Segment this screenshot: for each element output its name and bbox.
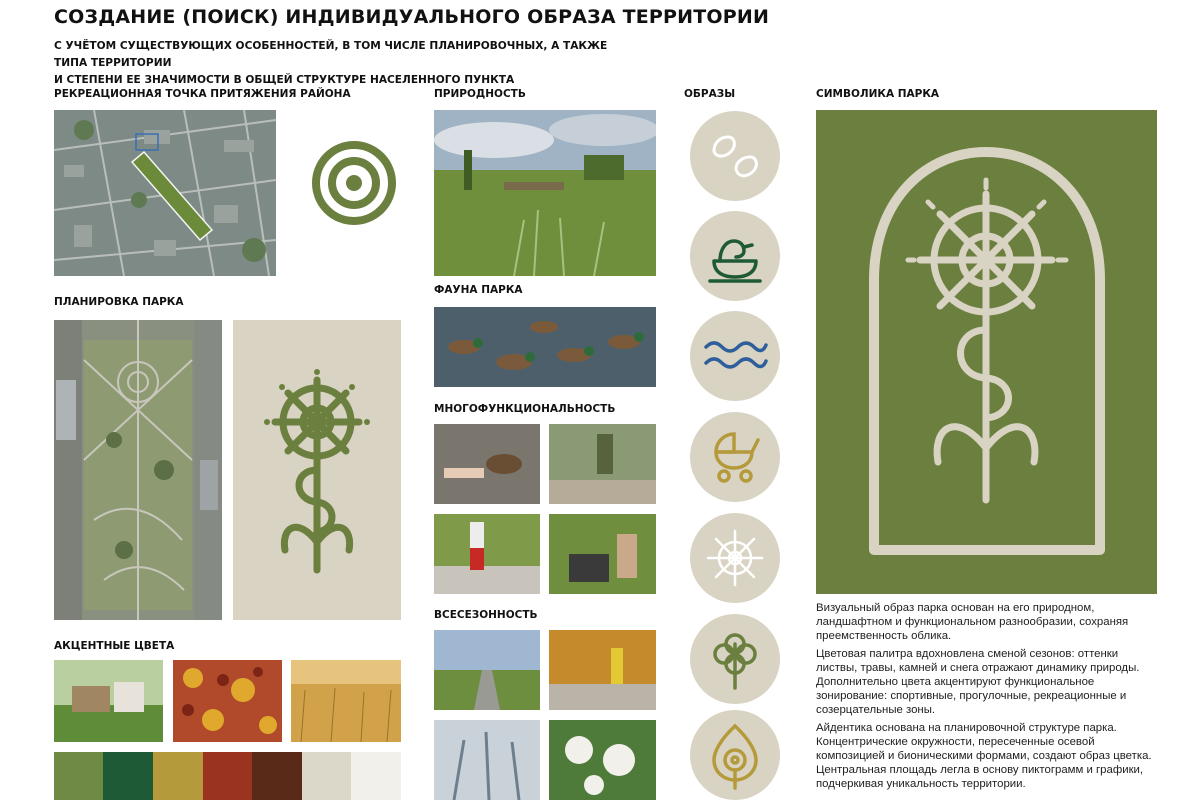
accent-photo-green <box>54 660 163 742</box>
section-title-symbolism: СИМВОЛИКА ПАРКА <box>816 88 940 100</box>
accent-photo-golden <box>291 660 401 742</box>
snowflake-wheel-icon <box>690 513 780 603</box>
description-paragraph-2: Цветовая палитра вдохновлена сменой сезонов: оттенки листвы, травы, камней и снега отражают динамику природы. Дополнительно цвета акцентируют функциональное зонирование: спортивные, прогулочные, рекреационные и созерцательные зоны. <box>816 648 1140 716</box>
color-swatch-4 <box>203 752 252 800</box>
color-swatch-5 <box>252 752 302 800</box>
waves-icon <box>690 311 780 401</box>
multifunction-photo-dogwalk <box>434 514 540 594</box>
page-subtitle <box>54 38 614 89</box>
page-title: СОЗДАНИЕ (ПОИСК) ИНДИВИДУАЛЬНОГО ОБРАЗА ТЕРРИТОРИИ <box>54 6 770 28</box>
description-paragraph-1: Визуальный образ парка основан на его природном, ландшафтном и функциональном разнообразии, сохраняя преемственность облика. <box>816 602 1129 642</box>
section-title-all-season: ВСЕСЕЗОННОСТЬ <box>434 609 538 621</box>
flower-logo-panel <box>233 320 401 620</box>
multifunction-photo-skate <box>549 424 656 504</box>
section-title-park-layout: ПЛАНИРОВКА ПАРКА <box>54 296 184 308</box>
park-plan-aerial-image <box>54 320 222 620</box>
nature-photo <box>434 110 656 276</box>
section-title-multifunctional: МНОГОФУНКЦИОНАЛЬНОСТЬ <box>434 403 616 415</box>
description-paragraph-3: Айдентика основана на планировочной структуре парка. Концентрические окружности, пересеченные осевой композицией и бионическими формами, создают образ цветка. Центральная площадь легла в основу пиктограмм и графики, подчеркивая уникальность территории. <box>816 722 1152 790</box>
leaf-target-icon <box>690 710 780 800</box>
accent-photo-red <box>173 660 282 742</box>
subtitle-line-1: С УЧЁТОМ СУЩЕСТВУЮЩИХ ОСОБЕННОСТЕЙ, В ТОМ ЧИСЛЕ ПЛАНИРОВОЧНЫХ, А ТАКЖЕ ТИПА ТЕРРИТОРИИ <box>54 40 608 69</box>
duck-icon <box>690 211 780 301</box>
fauna-ducks-photo <box>434 307 656 387</box>
multifunction-photo-feeding <box>434 424 540 504</box>
flower-loops-icon <box>690 614 780 704</box>
color-swatch-1 <box>54 752 103 800</box>
color-swatch-3 <box>153 752 203 800</box>
season-photo-autumn <box>549 630 656 710</box>
satellite-map-image <box>54 110 276 276</box>
section-title-accent-colors: АКЦЕНТНЫЕ ЦВЕТА <box>54 640 175 652</box>
section-title-images: ОБРАЗЫ <box>684 88 736 100</box>
section-title-recreation-point: РЕКРЕАЦИОННАЯ ТОЧКА ПРИТЯЖЕНИЯ РАЙОНА <box>54 88 351 100</box>
section-title-nature: ПРИРОДНОСТЬ <box>434 88 526 100</box>
park-symbol-panel <box>816 110 1157 594</box>
color-swatch-2 <box>103 752 153 800</box>
concentric-target-icon <box>311 140 397 226</box>
color-swatch-6 <box>302 752 351 800</box>
subtitle-line-2: И СТЕПЕНИ ЕЕ ЗНАЧИМОСТИ В ОБЩЕЙ СТРУКТУРЕ НАСЕЛЕННОГО ПУНКТА <box>54 74 515 86</box>
description-text <box>816 601 1156 795</box>
season-photo-ice <box>434 720 540 800</box>
season-photo-blossom <box>549 720 656 800</box>
two-drops-icon <box>690 111 780 201</box>
stroller-icon <box>690 412 780 502</box>
color-swatch-7 <box>351 752 401 800</box>
section-title-fauna: ФАУНА ПАРКА <box>434 284 523 296</box>
multifunction-photo-bench <box>549 514 656 594</box>
season-photo-path <box>434 630 540 710</box>
